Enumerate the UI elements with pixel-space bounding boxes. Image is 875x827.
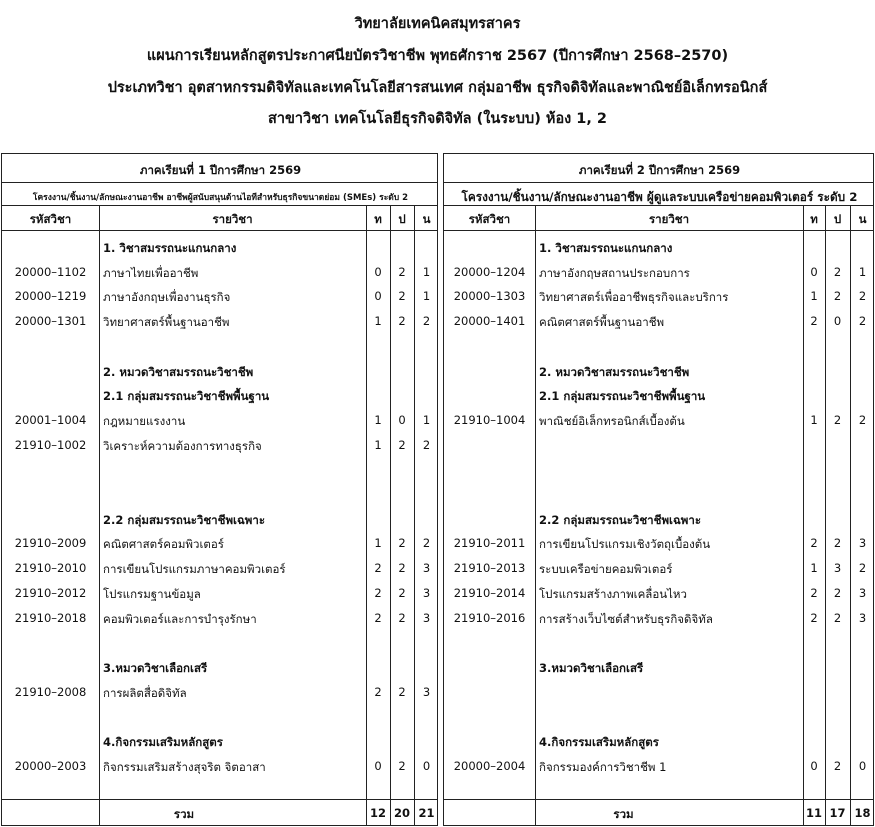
credits: 3: [422, 684, 431, 699]
section-heading: 4.กิจกรรมเสริมหลักสูตร: [103, 735, 223, 749]
course-code: 20000–1102: [14, 264, 87, 279]
credits: 1: [858, 264, 867, 279]
semester-title: ภาคเรียนที่ 1 ปีการศึกษา 2569: [139, 163, 302, 177]
semester-1-table: [1, 153, 438, 826]
section-heading: 2. หมวดวิชาสมรรถนะวิชาชีพ: [539, 364, 690, 379]
total-practice: 20: [393, 806, 410, 820]
column-header-code: รหัสวิชา: [468, 212, 511, 226]
course-name: ระบบเครือข่ายคอมพิวเตอร์: [539, 562, 673, 577]
course-code: 21910–2013: [453, 561, 526, 576]
credits: 2: [858, 289, 867, 304]
course-code: 20000–1219: [14, 289, 87, 304]
table-row: [444, 732, 875, 757]
practice-hours: 2: [398, 314, 406, 329]
column-header-theory: ท: [374, 212, 382, 226]
table-row: [444, 238, 875, 263]
divider: [2, 799, 437, 800]
table-row: [2, 633, 439, 658]
semester-project-subtitle: โครงงาน/ชิ้นงาน/ลักษณะงานอาชีพ อาชีพผู้สนับสนุนด้านไอทีสำหรับธุรกิจขนาดย่อม (SMEs) ระดับ 2: [32, 193, 409, 203]
table-row: [2, 386, 439, 411]
section-heading: 2.1 กลุ่มสมรรถนะวิชาชีพพื้นฐาน: [539, 389, 706, 404]
column-header-practice: ป: [833, 212, 842, 226]
total-label: รวม: [173, 807, 195, 821]
total-practice: 17: [829, 806, 846, 820]
course-name: คณิตศาสตร์คอมพิวเตอร์: [103, 537, 224, 552]
total-credits: 18: [854, 806, 871, 820]
course-name: กิจกรรมเสริมสร้างสุจริต จิตอาสา: [103, 759, 266, 774]
table-row: [2, 460, 439, 485]
course-code: 21910–2014: [453, 585, 526, 600]
table-row: [444, 757, 875, 782]
divider: [444, 230, 873, 231]
practice-hours: 2: [833, 289, 842, 304]
course-name: ภาษาไทยเพื่ออาชีพ: [103, 265, 199, 280]
practice-hours: 2: [398, 437, 406, 452]
table-row: [444, 485, 875, 510]
column-header-name: รายวิชา: [648, 212, 690, 226]
course-name: โปรแกรมฐานข้อมูล: [103, 586, 201, 601]
practice-hours: 0: [398, 412, 406, 427]
course-code: 21910–2009: [14, 536, 87, 551]
credits: 2: [422, 437, 431, 452]
practice-hours: 2: [398, 610, 406, 625]
divider: [444, 799, 873, 800]
table-row: [444, 633, 875, 658]
practice-hours: 2: [833, 536, 842, 551]
practice-hours: 2: [398, 684, 406, 699]
table-row: [444, 584, 875, 609]
course-name: โปรแกรมสร้างภาพเคลื่อนไหว: [539, 586, 687, 601]
table-row: [444, 609, 875, 634]
table-row: [2, 411, 439, 436]
credits: 2: [858, 314, 867, 329]
practice-hours: 3: [833, 561, 842, 576]
course-code: 20000–1303: [453, 289, 526, 304]
section-heading: 2.2 กลุ่มสมรรถนะวิชาชีพเฉพาะ: [539, 512, 702, 527]
practice-hours: 2: [398, 264, 406, 279]
college-name: วิทยาลัยเทคนิคสมุทรสาคร: [354, 16, 521, 32]
theory-hours: 0: [374, 289, 382, 304]
table-row: [444, 386, 875, 411]
theory-hours: 2: [810, 585, 818, 600]
curriculum-title: แผนการเรียนหลักสูตรประกาศนียบัตรวิชาชีพ พุทธศักราช 2567 (ปีการศึกษา 2568–2570): [146, 48, 729, 64]
course-name: กฎหมายแรงงาน: [103, 413, 186, 428]
practice-hours: 2: [398, 585, 406, 600]
practice-hours: 2: [398, 561, 406, 576]
practice-hours: 2: [833, 264, 842, 279]
table-row: [444, 534, 875, 559]
table-row: [444, 411, 875, 436]
column-header-credit: น: [422, 212, 431, 226]
theory-hours: 1: [374, 412, 382, 427]
table-row: [444, 510, 875, 535]
theory-hours: 0: [810, 264, 818, 279]
table-row: [444, 263, 875, 288]
theory-hours: 2: [374, 610, 382, 625]
table-row: [2, 658, 439, 683]
credits: 3: [858, 536, 867, 551]
section-heading: 2.1 กลุ่มสมรรถนะวิชาชีพพื้นฐาน: [103, 389, 270, 404]
practice-hours: 2: [398, 536, 406, 551]
table-row: [444, 460, 875, 485]
divider: [2, 182, 437, 183]
table-row: [2, 263, 439, 288]
course-code: 21910–2010: [14, 561, 87, 576]
theory-hours: 1: [374, 314, 382, 329]
course-name: คอมพิวเตอร์และการบำรุงรักษา: [103, 611, 257, 626]
theory-hours: 1: [810, 561, 818, 576]
column-header-name: รายวิชา: [212, 212, 253, 226]
divider: [2, 205, 437, 206]
practice-hours: 2: [833, 610, 842, 625]
course-code: 21910–1004: [453, 412, 526, 427]
table-row: [2, 683, 439, 708]
column-header-theory: ท: [810, 212, 818, 226]
practice-hours: 0: [833, 314, 842, 329]
table-row: [444, 658, 875, 683]
section-heading: 2. หมวดวิชาสมรรถนะวิชาชีพ: [103, 364, 254, 379]
table-row: [444, 436, 875, 461]
table-row: [2, 337, 439, 362]
program-type: ประเภทวิชา อุตสาหกรรมดิจิทัลและเทคโนโลยีสารสนเทศ กลุ่มอาชีพ ธุรกิจดิจิทัลและพาณิชย์อิเล็กทรอนิกส์: [107, 80, 768, 96]
semester-2-table: [443, 153, 874, 826]
course-name: พาณิชย์อิเล็กทรอนิกส์เบื้องต้น: [539, 413, 685, 428]
column-header-practice: ป: [398, 212, 406, 226]
total-label: รวม: [613, 807, 634, 821]
credits: 3: [422, 610, 431, 625]
divider: [2, 230, 437, 231]
section-heading: 1. วิชาสมรรถนะแกนกลาง: [103, 241, 237, 255]
theory-hours: 0: [810, 758, 818, 773]
course-name: การสร้างเว็บไซต์สำหรับธุรกิจดิจิทัล: [539, 611, 713, 626]
table-row: [444, 559, 875, 584]
theory-hours: 2: [810, 314, 818, 329]
course-name: การเขียนโปรแกรมเชิงวัตถุเบื้องต้น: [539, 537, 711, 552]
theory-hours: 2: [374, 684, 382, 699]
total-theory: 12: [369, 806, 386, 820]
table-row: [444, 287, 875, 312]
section-heading: 3.หมวดวิชาเลือกเสรี: [103, 660, 208, 675]
credits: 3: [422, 561, 431, 576]
credits: 1: [422, 264, 431, 279]
section-heading: 3.หมวดวิชาเลือกเสรี: [539, 660, 644, 675]
credits: 3: [422, 585, 431, 600]
course-name: วิทยาศาสตร์พื้นฐานอาชีพ: [103, 315, 230, 330]
credits: 0: [422, 758, 431, 773]
practice-hours: 2: [833, 758, 842, 773]
table-row: [444, 312, 875, 337]
table-row: [2, 362, 439, 387]
practice-hours: 2: [398, 758, 406, 773]
table-row: [444, 707, 875, 732]
credits: 2: [422, 536, 431, 551]
table-row: [2, 559, 439, 584]
theory-hours: 1: [374, 437, 382, 452]
table-row: [2, 312, 439, 337]
table-row: [2, 287, 439, 312]
section-heading: 4.กิจกรรมเสริมหลักสูตร: [539, 735, 659, 749]
theory-hours: 2: [810, 610, 818, 625]
divider: [444, 182, 873, 183]
credits: 1: [422, 412, 431, 427]
course-code: 20000–1301: [14, 314, 87, 329]
credits: 2: [422, 314, 431, 329]
theory-hours: 1: [810, 289, 818, 304]
course-code: 20000–1401: [453, 314, 526, 329]
theory-hours: 0: [374, 758, 382, 773]
table-row: [2, 732, 439, 757]
practice-hours: 2: [833, 412, 842, 427]
table-row: [2, 757, 439, 782]
semester-project-subtitle: โครงงาน/ชิ้นงาน/ลักษณะงานอาชีพ ผู้ดูแลระบบเครือข่ายคอมพิวเตอร์ ระดับ 2: [461, 190, 858, 204]
credits: 3: [858, 610, 867, 625]
course-code: 21910–2016: [453, 610, 526, 625]
course-name: ภาษาอังกฤษเพื่องานธุรกิจ: [103, 290, 231, 305]
credits: 0: [858, 758, 867, 773]
course-code: 20000–1204: [453, 264, 526, 279]
table-row: [2, 534, 439, 559]
course-code: 21910–2018: [14, 610, 87, 625]
column-header-code: รหัสวิชา: [29, 212, 72, 226]
practice-hours: 2: [398, 289, 406, 304]
theory-hours: 1: [810, 412, 818, 427]
course-name: คณิตศาสตร์พื้นฐานอาชีพ: [539, 315, 665, 330]
table-row: [2, 238, 439, 263]
total-credits: 21: [418, 806, 435, 820]
table-row: [2, 485, 439, 510]
course-name: การผลิตสื่อดิจิทัล: [103, 685, 187, 700]
theory-hours: 0: [374, 264, 382, 279]
table-row: [444, 683, 875, 708]
table-row: [444, 337, 875, 362]
course-code: 21910–2011: [453, 536, 526, 551]
credits: 1: [422, 289, 431, 304]
table-row: [2, 584, 439, 609]
theory-hours: 2: [374, 561, 382, 576]
course-name: วิทยาศาสตร์เพื่ออาชีพธุรกิจและบริการ: [539, 290, 729, 305]
course-name: กิจกรรมองค์การวิชาชีพ 1: [539, 759, 667, 774]
table-row: [444, 362, 875, 387]
theory-hours: 1: [374, 536, 382, 551]
semester-title: ภาคเรียนที่ 2 ปีการศึกษา 2569: [578, 163, 741, 177]
course-code: 21910–1002: [14, 437, 87, 452]
course-name: ภาษาอังกฤษสถานประกอบการ: [539, 265, 690, 280]
theory-hours: 2: [374, 585, 382, 600]
course-code: 21910–2008: [14, 684, 87, 699]
table-row: [2, 707, 439, 732]
credits: 2: [858, 412, 867, 427]
section-heading: 2.2 กลุ่มสมรรถนะวิชาชีพเฉพาะ: [103, 512, 266, 527]
theory-hours: 2: [810, 536, 818, 551]
credits: 2: [858, 561, 867, 576]
practice-hours: 2: [833, 585, 842, 600]
course-name: การเขียนโปรแกรมภาษาคอมพิวเตอร์: [103, 562, 286, 577]
table-row: [2, 510, 439, 535]
credits: 3: [858, 585, 867, 600]
table-row: [2, 609, 439, 634]
section-heading: 1. วิชาสมรรถนะแกนกลาง: [539, 241, 673, 255]
table-row: [2, 436, 439, 461]
course-code: 20000–2003: [14, 758, 87, 773]
course-code: 20001–1004: [14, 412, 87, 427]
column-header-credit: น: [858, 212, 867, 226]
divider: [444, 205, 873, 206]
total-theory: 11: [805, 806, 822, 820]
course-code: 20000–2004: [453, 758, 526, 773]
major-room: สาขาวิชา เทคโนโลยีธุรกิจดิจิทัล (ในระบบ) ห้อง 1, 2: [267, 111, 608, 127]
course-name: วิเคราะห์ความต้องการทางธุรกิจ: [103, 438, 262, 453]
course-code: 21910–2012: [14, 585, 87, 600]
